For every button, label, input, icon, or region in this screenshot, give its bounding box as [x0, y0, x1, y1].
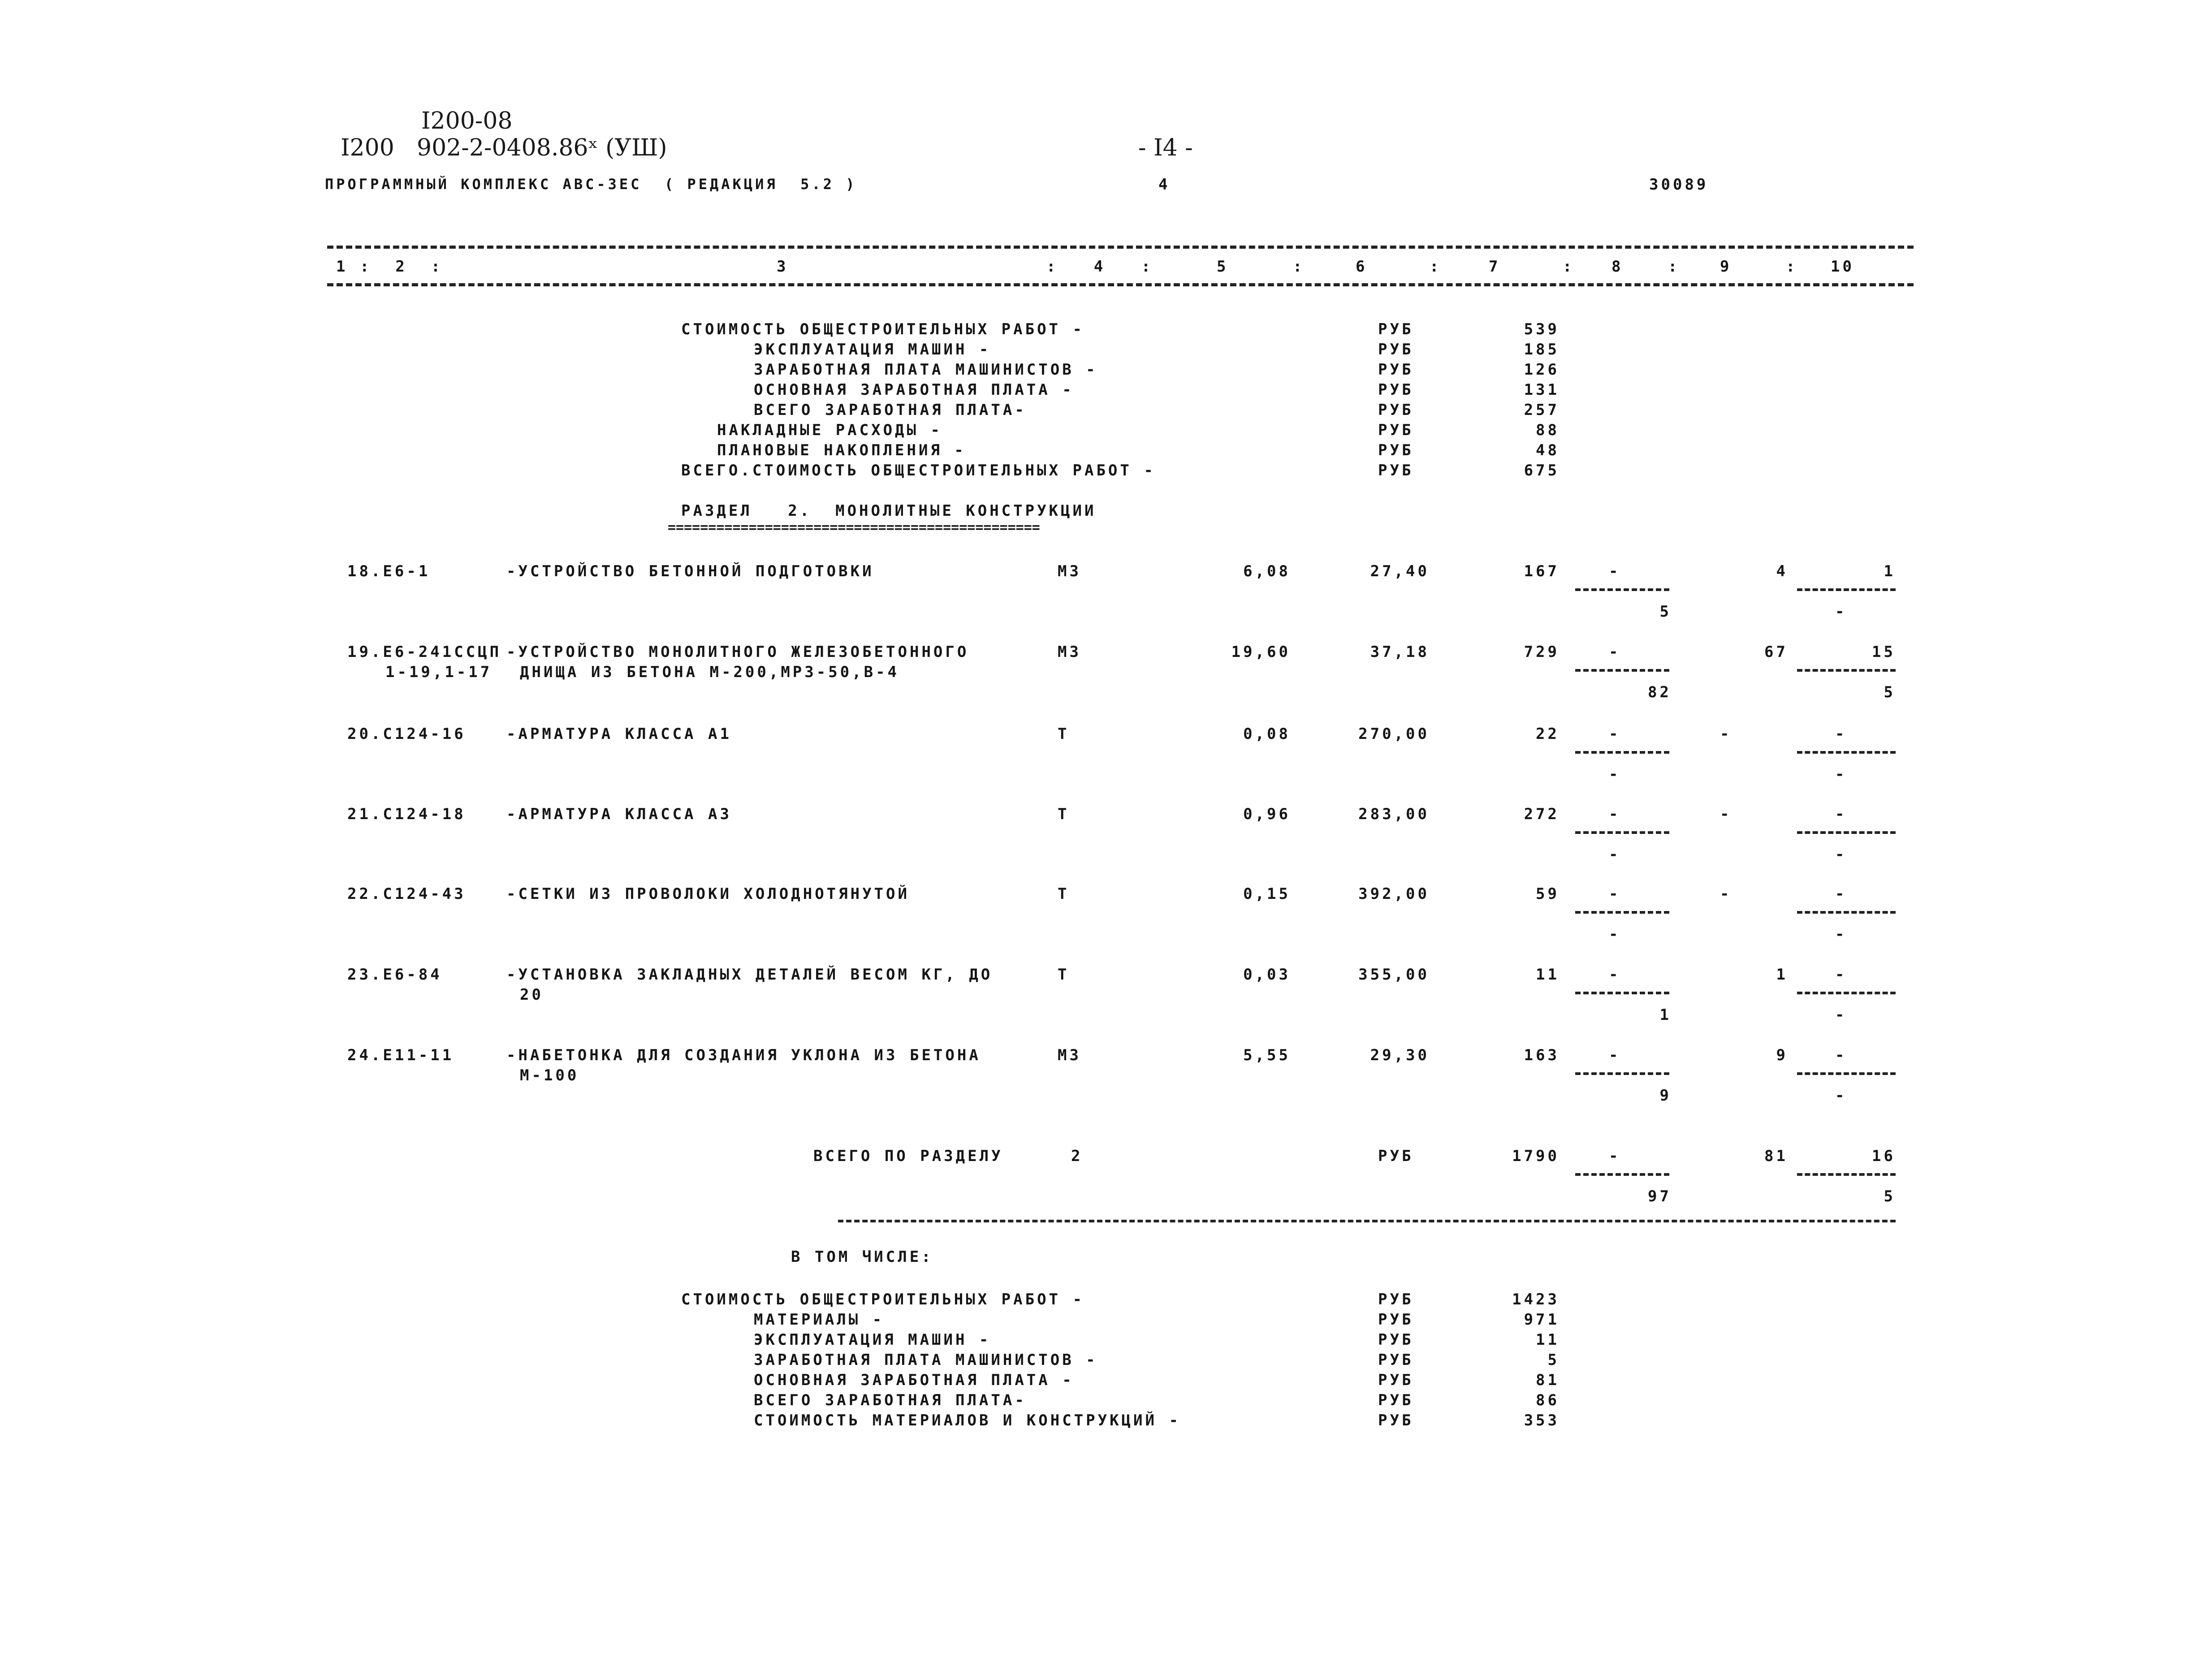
summary-value: 131	[1524, 381, 1560, 399]
including-label: МАТЕРИАЛЫ -	[754, 1311, 885, 1329]
item-col10-top: -	[1835, 725, 1847, 743]
item-col10-top: 15	[1872, 643, 1896, 661]
item-total: 163	[1524, 1046, 1560, 1064]
column-header-9: 9	[1720, 258, 1732, 276]
item-col8-top: -	[1609, 562, 1621, 580]
item-col8-bottom: -	[1609, 846, 1621, 863]
item-col10-top: -	[1835, 966, 1847, 984]
column-header-1-2: 1 : 2 :	[336, 258, 443, 276]
item-col10-divider	[1797, 911, 1896, 914]
item-col10-bottom: -	[1835, 925, 1847, 943]
including-value: 971	[1524, 1311, 1560, 1329]
summary-label: ВСЕГО ЗАРАБОТНАЯ ПЛАТА-	[754, 401, 1027, 419]
including-value: 86	[1536, 1391, 1560, 1409]
summary-unit: РУБ	[1378, 320, 1414, 338]
item-col9: -	[1720, 725, 1732, 743]
item-description-cont: ДНИЩА ИЗ БЕТОНА М-200,МРЗ-50,В-4	[520, 663, 900, 681]
summary-unit: РУБ	[1378, 462, 1414, 479]
summary-value: 539	[1524, 320, 1560, 338]
item-col8-divider	[1575, 751, 1669, 754]
item-col10-bottom: -	[1835, 603, 1847, 621]
item-unit: Т	[1058, 805, 1070, 823]
item-price: 29,30	[1370, 1046, 1430, 1064]
item-col9: 67	[1764, 643, 1788, 661]
item-col8-bottom: -	[1609, 765, 1621, 783]
column-header-3: 3	[777, 258, 789, 276]
section-total-col9: 81	[1764, 1147, 1788, 1165]
item-description: -УСТАНОВКА ЗАКЛАДНЫХ ДЕТАЛЕЙ ВЕСОМ КГ, ДО	[506, 966, 993, 984]
item-price: 283,00	[1358, 805, 1430, 823]
including-unit: РУБ	[1378, 1371, 1414, 1389]
item-col9: 9	[1776, 1046, 1788, 1064]
including-label: ВСЕГО ЗАРАБОТНАЯ ПЛАТА-	[754, 1391, 1027, 1409]
item-price: 392,00	[1358, 885, 1430, 903]
item-description: -УСТРОЙСТВО МОНОЛИТНОГО ЖЕЛЕЗОБЕТОННОГО	[506, 643, 969, 661]
item-col10-divider	[1797, 588, 1896, 591]
item-description: -УСТРОЙСТВО БЕТОННОЙ ПОДГОТОВКИ	[506, 562, 874, 580]
item-total: 59	[1536, 885, 1560, 903]
item-col8-bottom: 82	[1648, 683, 1672, 701]
item-description-cont: М-100	[520, 1066, 579, 1084]
section-title: РАЗДЕЛ 2. МОНОЛИТНЫЕ КОНСТРУКЦИИ	[681, 502, 1097, 520]
item-col9: 1	[1776, 966, 1788, 984]
sheet-number: 4	[1158, 176, 1171, 194]
program-line: ПРОГРАММНЫЙ КОМПЛЕКС АВС-ЗЕС ( РЕДАКЦИЯ 5.2 )	[325, 176, 857, 193]
including-unit: РУБ	[1378, 1351, 1414, 1369]
item-code-extra: 1-19,1-17	[385, 663, 493, 681]
including-unit: РУБ	[1378, 1291, 1414, 1308]
item-code: 22.С124-43	[347, 885, 466, 903]
document-id: 30089	[1649, 176, 1709, 194]
section-total-col10-divider	[1797, 1173, 1896, 1176]
section-total-unit: РУБ	[1378, 1147, 1414, 1165]
summary-unit: РУБ	[1378, 441, 1414, 459]
summary-value: 257	[1524, 401, 1560, 419]
column-header-8: 8	[1611, 258, 1624, 276]
summary-label: ПЛАНОВЫЕ НАКОПЛЕНИЯ -	[717, 441, 966, 459]
column-header-10: 10	[1831, 258, 1854, 276]
item-col10-bottom: -	[1835, 1006, 1847, 1024]
item-col10-divider	[1797, 831, 1896, 834]
item-unit: Т	[1058, 725, 1070, 743]
item-col8-divider	[1575, 588, 1669, 591]
item-description: -АРМАТУРА КЛАССА А1	[506, 725, 732, 743]
item-quantity: 19,60	[1231, 643, 1291, 661]
item-col8-bottom: 5	[1659, 603, 1672, 621]
item-col8-divider	[1575, 911, 1669, 914]
item-quantity: 0,03	[1243, 966, 1291, 984]
item-quantity: 0,96	[1243, 805, 1291, 823]
item-description: -СЕТКИ ИЗ ПРОВОЛОКИ ХОЛОДНОТЯНУТОЙ	[506, 885, 910, 903]
item-price: 37,18	[1370, 643, 1430, 661]
summary-unit: РУБ	[1378, 421, 1414, 439]
section-total-col10-top: 16	[1872, 1147, 1896, 1165]
document-code: I200-08	[421, 108, 513, 134]
including-label: ОСНОВНАЯ ЗАРАБОТНАЯ ПЛАТА -	[754, 1371, 1074, 1389]
item-total: 22	[1536, 725, 1560, 743]
summary-label: ВСЕГО.СТОИМОСТЬ ОБЩЕСТРОИТЕЛЬНЫХ РАБОТ -	[681, 462, 1156, 479]
item-code: 21.С124-18	[347, 805, 466, 823]
item-col10-bottom: -	[1835, 1087, 1847, 1105]
summary-label: ОСНОВНАЯ ЗАРАБОТНАЯ ПЛАТА -	[754, 381, 1074, 399]
item-col10-top: -	[1835, 805, 1847, 823]
item-col8-top: -	[1609, 725, 1621, 743]
item-col8-divider	[1575, 1072, 1669, 1075]
item-total: 167	[1524, 562, 1560, 580]
item-unit: М3	[1058, 1046, 1081, 1064]
item-description: -НАБЕТОНКА ДЛЯ СОЗДАНИЯ УКЛОНА ИЗ БЕТОНА	[506, 1046, 981, 1064]
document-prefix: I200	[341, 134, 394, 161]
summary-unit: РУБ	[1378, 361, 1414, 379]
item-col8-top: -	[1609, 885, 1621, 903]
section-total-number: 2	[1071, 1147, 1083, 1165]
item-col10-divider	[1797, 751, 1896, 754]
item-col10-bottom: -	[1835, 765, 1847, 783]
summary-value: 675	[1524, 462, 1560, 479]
section-total-rule	[838, 1220, 1896, 1222]
summary-unit: РУБ	[1378, 401, 1414, 419]
summary-label: НАКЛАДНЫЕ РАСХОДЫ -	[717, 421, 942, 439]
item-quantity: 0,15	[1243, 885, 1291, 903]
summary-unit: РУБ	[1378, 341, 1414, 358]
column-sep-7-8: :	[1563, 258, 1575, 276]
including-title: В ТОМ ЧИСЛЕ:	[791, 1248, 933, 1266]
item-description-cont: 20	[520, 986, 544, 1004]
column-sep-8-9: :	[1668, 258, 1680, 276]
section-total-label: ВСЕГО ПО РАЗДЕЛУ	[813, 1147, 1003, 1165]
item-col8-top: -	[1609, 643, 1621, 661]
section-underline: ==============================================	[668, 520, 1040, 535]
column-header-4: : 4 :	[1046, 258, 1154, 276]
including-label: ЭКСПЛУАТАЦИЯ МАШИН -	[754, 1331, 991, 1349]
header-rule-bottom	[327, 283, 1914, 286]
including-value: 5	[1547, 1351, 1560, 1369]
summary-label: СТОИМОСТЬ ОБЩЕСТРОИТЕЛЬНЫХ РАБОТ -	[681, 320, 1084, 338]
including-value: 11	[1536, 1331, 1560, 1349]
item-code: 18.Е6-1	[347, 562, 431, 580]
item-col10-bottom: 5	[1884, 683, 1896, 701]
including-label: СТОИМОСТЬ МАТЕРИАЛОВ И КОНСТРУКЦИЙ -	[754, 1412, 1181, 1429]
summary-value: 48	[1536, 441, 1560, 459]
section-total-value: 1790	[1512, 1147, 1560, 1165]
summary-unit: РУБ	[1378, 381, 1414, 399]
item-price: 27,40	[1370, 562, 1430, 580]
header-rule-top	[327, 246, 1914, 249]
document-number: 902-2-0408.86ˣ (УШ)	[417, 134, 667, 161]
summary-value: 88	[1536, 421, 1560, 439]
item-col10-top: -	[1835, 885, 1847, 903]
including-value: 1423	[1512, 1291, 1560, 1308]
item-quantity: 6,08	[1243, 562, 1291, 580]
section-total-col8-bottom: 97	[1648, 1187, 1672, 1205]
item-col8-bottom: 9	[1659, 1087, 1672, 1105]
item-col10-top: 1	[1884, 562, 1896, 580]
item-code: 19.Е6-241ССЦП	[347, 643, 502, 661]
page-number: - I4 -	[1138, 134, 1193, 161]
item-unit: Т	[1058, 885, 1070, 903]
including-label: ЗАРАБОТНАЯ ПЛАТА МАШИНИСТОВ -	[754, 1351, 1098, 1369]
item-col10-divider	[1797, 992, 1896, 994]
section-total-col8-top: -	[1609, 1147, 1621, 1165]
item-code: 20.С124-16	[347, 725, 466, 743]
summary-label: ЭКСПЛУАТАЦИЯ МАШИН -	[754, 341, 991, 358]
summary-value: 126	[1524, 361, 1560, 379]
section-total-col10-bottom: 5	[1884, 1187, 1896, 1205]
column-sep-5-6: :	[1293, 258, 1305, 276]
item-col8-divider	[1575, 992, 1669, 994]
summary-label: ЗАРАБОТНАЯ ПЛАТА МАШИНИСТОВ -	[754, 361, 1098, 379]
item-col8-bottom: -	[1609, 925, 1621, 943]
item-price: 270,00	[1358, 725, 1430, 743]
including-unit: РУБ	[1378, 1311, 1414, 1329]
including-value: 81	[1536, 1371, 1560, 1389]
item-col9: -	[1720, 885, 1732, 903]
item-col10-top: -	[1835, 1046, 1847, 1064]
item-total: 11	[1536, 966, 1560, 984]
item-unit: М3	[1058, 643, 1081, 661]
item-col8-bottom: 1	[1659, 1006, 1672, 1024]
column-header-7: 7	[1489, 258, 1501, 276]
item-total: 729	[1524, 643, 1560, 661]
item-col8-divider	[1575, 669, 1669, 672]
item-col8-top: -	[1609, 966, 1621, 984]
item-col10-divider	[1797, 1072, 1896, 1075]
item-col8-divider	[1575, 831, 1669, 834]
item-col9: -	[1720, 805, 1732, 823]
column-header-6: 6	[1356, 258, 1368, 276]
item-price: 355,00	[1358, 966, 1430, 984]
item-total: 272	[1524, 805, 1560, 823]
column-sep-6-7: :	[1430, 258, 1442, 276]
item-quantity: 5,55	[1243, 1046, 1291, 1064]
column-sep-9-10: :	[1786, 258, 1798, 276]
item-code: 24.Е11-11	[347, 1046, 454, 1064]
item-unit: М3	[1058, 562, 1081, 580]
item-col10-divider	[1797, 669, 1896, 672]
including-unit: РУБ	[1378, 1412, 1414, 1429]
summary-value: 185	[1524, 341, 1560, 358]
including-unit: РУБ	[1378, 1391, 1414, 1409]
item-col10-bottom: -	[1835, 846, 1847, 863]
item-col9: 4	[1776, 562, 1788, 580]
item-description: -АРМАТУРА КЛАССА А3	[506, 805, 732, 823]
item-quantity: 0,08	[1243, 725, 1291, 743]
item-col8-top: -	[1609, 1046, 1621, 1064]
including-unit: РУБ	[1378, 1331, 1414, 1349]
including-label: СТОИМОСТЬ ОБЩЕСТРОИТЕЛЬНЫХ РАБОТ -	[681, 1291, 1084, 1308]
item-col8-top: -	[1609, 805, 1621, 823]
section-total-col8-divider	[1575, 1173, 1669, 1176]
including-value: 353	[1524, 1412, 1560, 1429]
item-unit: Т	[1058, 966, 1070, 984]
column-header-5: 5	[1217, 258, 1229, 276]
item-code: 23.Е6-84	[347, 966, 442, 984]
